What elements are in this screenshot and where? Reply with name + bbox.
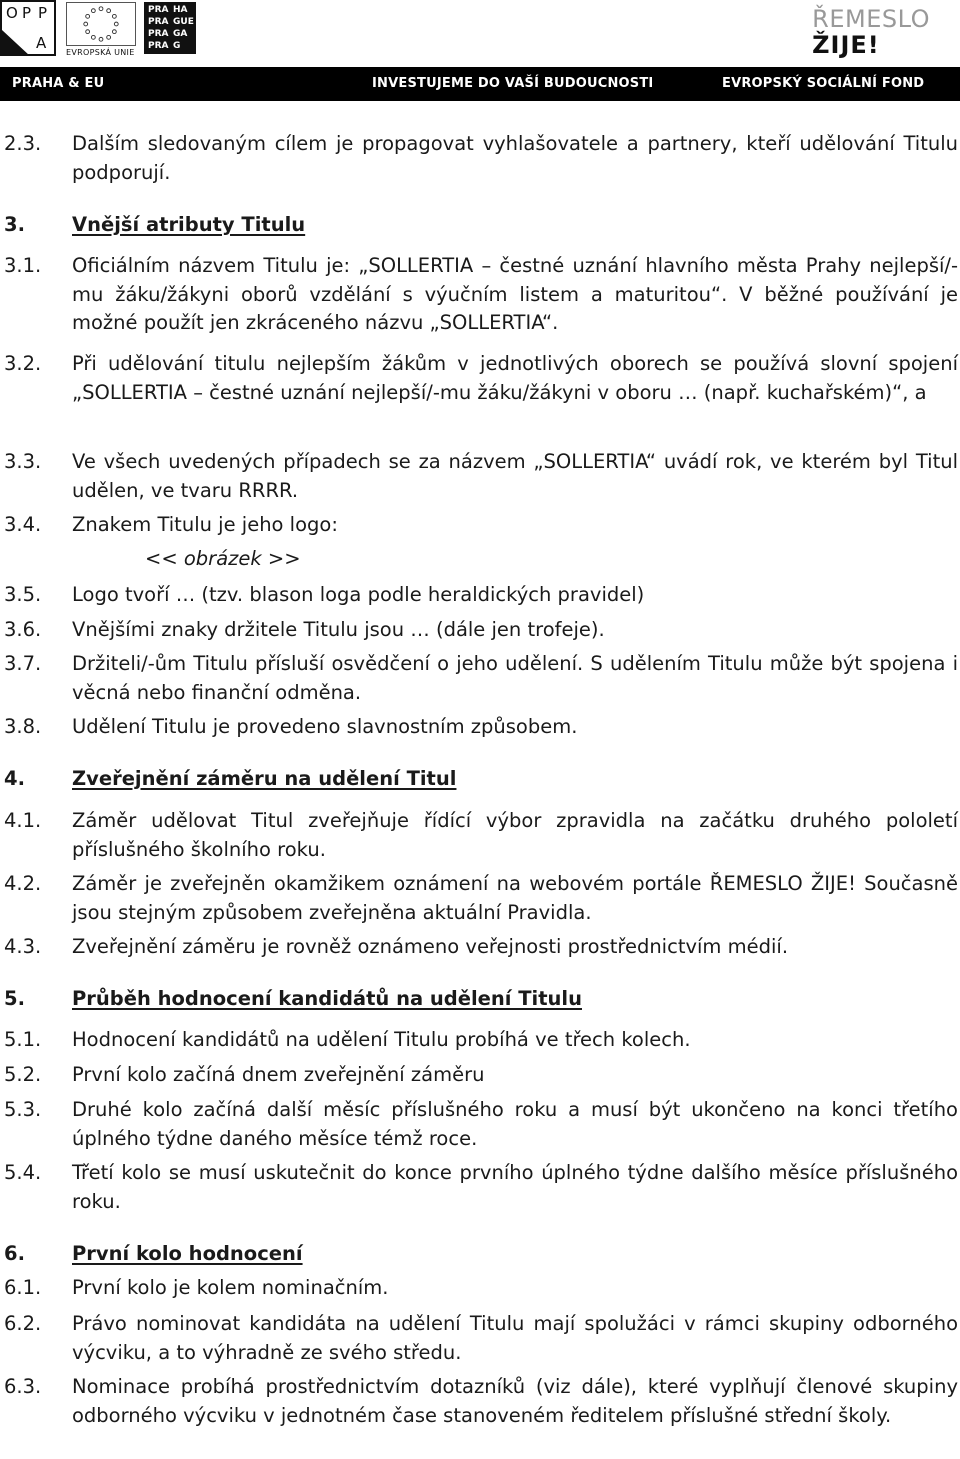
oppa-letter: P bbox=[38, 4, 48, 22]
clause-text: Znakem Titulu je jeho logo: bbox=[72, 513, 338, 536]
remeslo-logo-top: ŘEMESLO bbox=[812, 5, 930, 33]
clause-number: 2.3. bbox=[4, 132, 42, 155]
clause-number: 6.1. bbox=[4, 1276, 42, 1299]
remeslo-logo-bottom: ŽIJE! bbox=[812, 31, 880, 59]
clause-number: 3.4. bbox=[4, 513, 42, 536]
praha-logo-text: G bbox=[173, 41, 181, 51]
section-number: 3. bbox=[4, 213, 25, 236]
clause-number: 3.7. bbox=[4, 652, 42, 675]
clause-text: Vnějšími znaky držitele Titulu jsou … (dále jen trofeje). bbox=[72, 618, 605, 641]
clause-number: 3.1. bbox=[4, 254, 42, 277]
clause-number: 3.5. bbox=[4, 583, 42, 606]
praha-logo bbox=[144, 2, 196, 54]
clause-text: Zveřejnění záměru je rovněž oznámeno veřejnosti prostřednictvím médií. bbox=[72, 935, 789, 958]
section-number: 4. bbox=[4, 767, 25, 790]
clause-number: 3.2. bbox=[4, 352, 42, 375]
oppa-triangle-shape bbox=[2, 30, 30, 56]
clause-number: 5.4. bbox=[4, 1161, 42, 1184]
clause-text: Dalším sledovaným cílem je propagovat vyhlašovatele a partnery, kteří udělování Titulu podporují. bbox=[72, 132, 958, 184]
clause-text: První kolo je kolem nominačním. bbox=[72, 1276, 389, 1299]
clause-text: První kolo začíná dnem zveřejnění záměru bbox=[72, 1063, 485, 1086]
praha-logo-text: GA bbox=[173, 29, 188, 39]
clause-text: Nominace probíhá prostřednictvím dotazníků (viz dále), které vyplňují členové skupiny odborného výcviku v jednotném čase stanoveném ředitelem příslušné střední školy. bbox=[72, 1375, 958, 1427]
clause-number: 6.2. bbox=[4, 1312, 42, 1335]
clause-text: Oficiálním názvem Titulu je: „SOLLERTIA – čestné uznání hlavního města Prahy nejlepší/-mu žáku/žákyni oborů vzdělání s výučním listem a maturitou“. V běžné používání je možné použít jen zkráceného názvu „SOLLERTIA“. bbox=[72, 254, 958, 334]
page-header bbox=[0, 0, 960, 101]
praha-logo-text: GUE bbox=[173, 17, 194, 27]
praha-logo-text: PRA bbox=[148, 17, 169, 27]
clause-number: 4.3. bbox=[4, 935, 42, 958]
clause-text: Záměr je zveřejněn okamžikem oznámení na webovém portále ŘEMESLO ŽIJE! Současně jsou stejným způsobem zveřejněna aktuální Pravidla. bbox=[72, 872, 958, 924]
clause-number: 4.2. bbox=[4, 872, 42, 895]
clause-number: 3.6. bbox=[4, 618, 42, 641]
band-center-text: INVESTUJEME DO VAŠÍ BUDOUCNOSTI bbox=[372, 76, 654, 91]
praha-logo-text: PRA bbox=[148, 5, 169, 15]
clause-number: 4.1. bbox=[4, 809, 42, 832]
section-number: 6. bbox=[4, 1242, 25, 1265]
section-title: První kolo hodnocení bbox=[72, 1242, 303, 1265]
clause-text: Právo nominovat kandidáta na udělení Titulu mají spolužáci v rámci skupiny odborného výcviku, a to výhradně ze svého středu. bbox=[72, 1312, 958, 1364]
clause-number: 3.8. bbox=[4, 715, 42, 738]
section-title: Vnější atributy Titulu bbox=[72, 213, 306, 236]
eu-label: EVROPSKÁ UNIE bbox=[66, 48, 135, 57]
eu-logo bbox=[66, 2, 136, 58]
clause-number: 5.2. bbox=[4, 1063, 42, 1086]
oppa-letter: A bbox=[36, 34, 47, 52]
clause-text: Třetí kolo se musí uskutečnit do konce prvního úplného týdne dalšího měsíce příslušného roku. bbox=[72, 1161, 958, 1213]
section-title: Průběh hodnocení kandidátů na udělení Titulu bbox=[72, 987, 582, 1010]
oppa-letter: P bbox=[22, 4, 32, 22]
clause-text: Ve všech uvedených případech se za názvem „SOLLERTIA“ uvádí rok, ve kterém byl Titul udělen, ve tvaru RRRR. bbox=[72, 450, 958, 502]
band-left-text: PRAHA & EU bbox=[12, 76, 105, 91]
praha-logo-text: PRA bbox=[148, 41, 169, 51]
praha-logo-text: HA bbox=[173, 5, 188, 15]
remeslo-zije-logo bbox=[812, 6, 930, 58]
clause-text: Držiteli/-ům Titulu přísluší osvědčení o jeho udělení. S udělením Titulu může být spojena i věcná nebo finanční odměna. bbox=[72, 652, 958, 704]
header-band bbox=[0, 67, 960, 101]
oppa-letter: O bbox=[6, 4, 18, 22]
praha-logo-text: PRA bbox=[148, 29, 169, 39]
clause-text: Udělení Titulu je provedeno slavnostním způsobem. bbox=[72, 715, 578, 738]
eu-stars-icon bbox=[66, 2, 136, 46]
clause-text: Hodnocení kandidátů na udělení Titulu probíhá ve třech kolech. bbox=[72, 1028, 691, 1051]
clause-number: 5.1. bbox=[4, 1028, 42, 1051]
clause-number: 6.3. bbox=[4, 1375, 42, 1398]
clause-text: Záměr udělovat Titul zveřejňuje řídící výbor zpravidla na začátku druhého pololetí příslušného školního roku. bbox=[72, 809, 958, 861]
section-number: 5. bbox=[4, 987, 25, 1010]
clause-number: 3.3. bbox=[4, 450, 42, 473]
clause-number: 5.3. bbox=[4, 1098, 42, 1121]
logo-image-placeholder: << obrázek >> bbox=[145, 547, 301, 570]
clause-text: Druhé kolo začíná další měsíc příslušného roku a musí být ukončeno na konci třetího úplného týdne daného měsíce témž roce. bbox=[72, 1098, 958, 1150]
band-right-text: EVROPSKÝ SOCIÁLNÍ FOND bbox=[722, 76, 925, 91]
clause-text: Logo tvoří … (tzv. blason loga podle heraldických pravidel) bbox=[72, 583, 645, 606]
clause-text: Při udělování titulu nejlepším žákům v jednotlivých oborech se používá slovní spojení „SOLLERTIA – čestné uznání nejlepší/-mu žáku/žákyni v oboru … (např. kuchařském)“, a bbox=[72, 352, 958, 404]
section-title: Zveřejnění záměru na udělení Titul bbox=[72, 767, 457, 790]
oppa-logo bbox=[0, 0, 56, 56]
